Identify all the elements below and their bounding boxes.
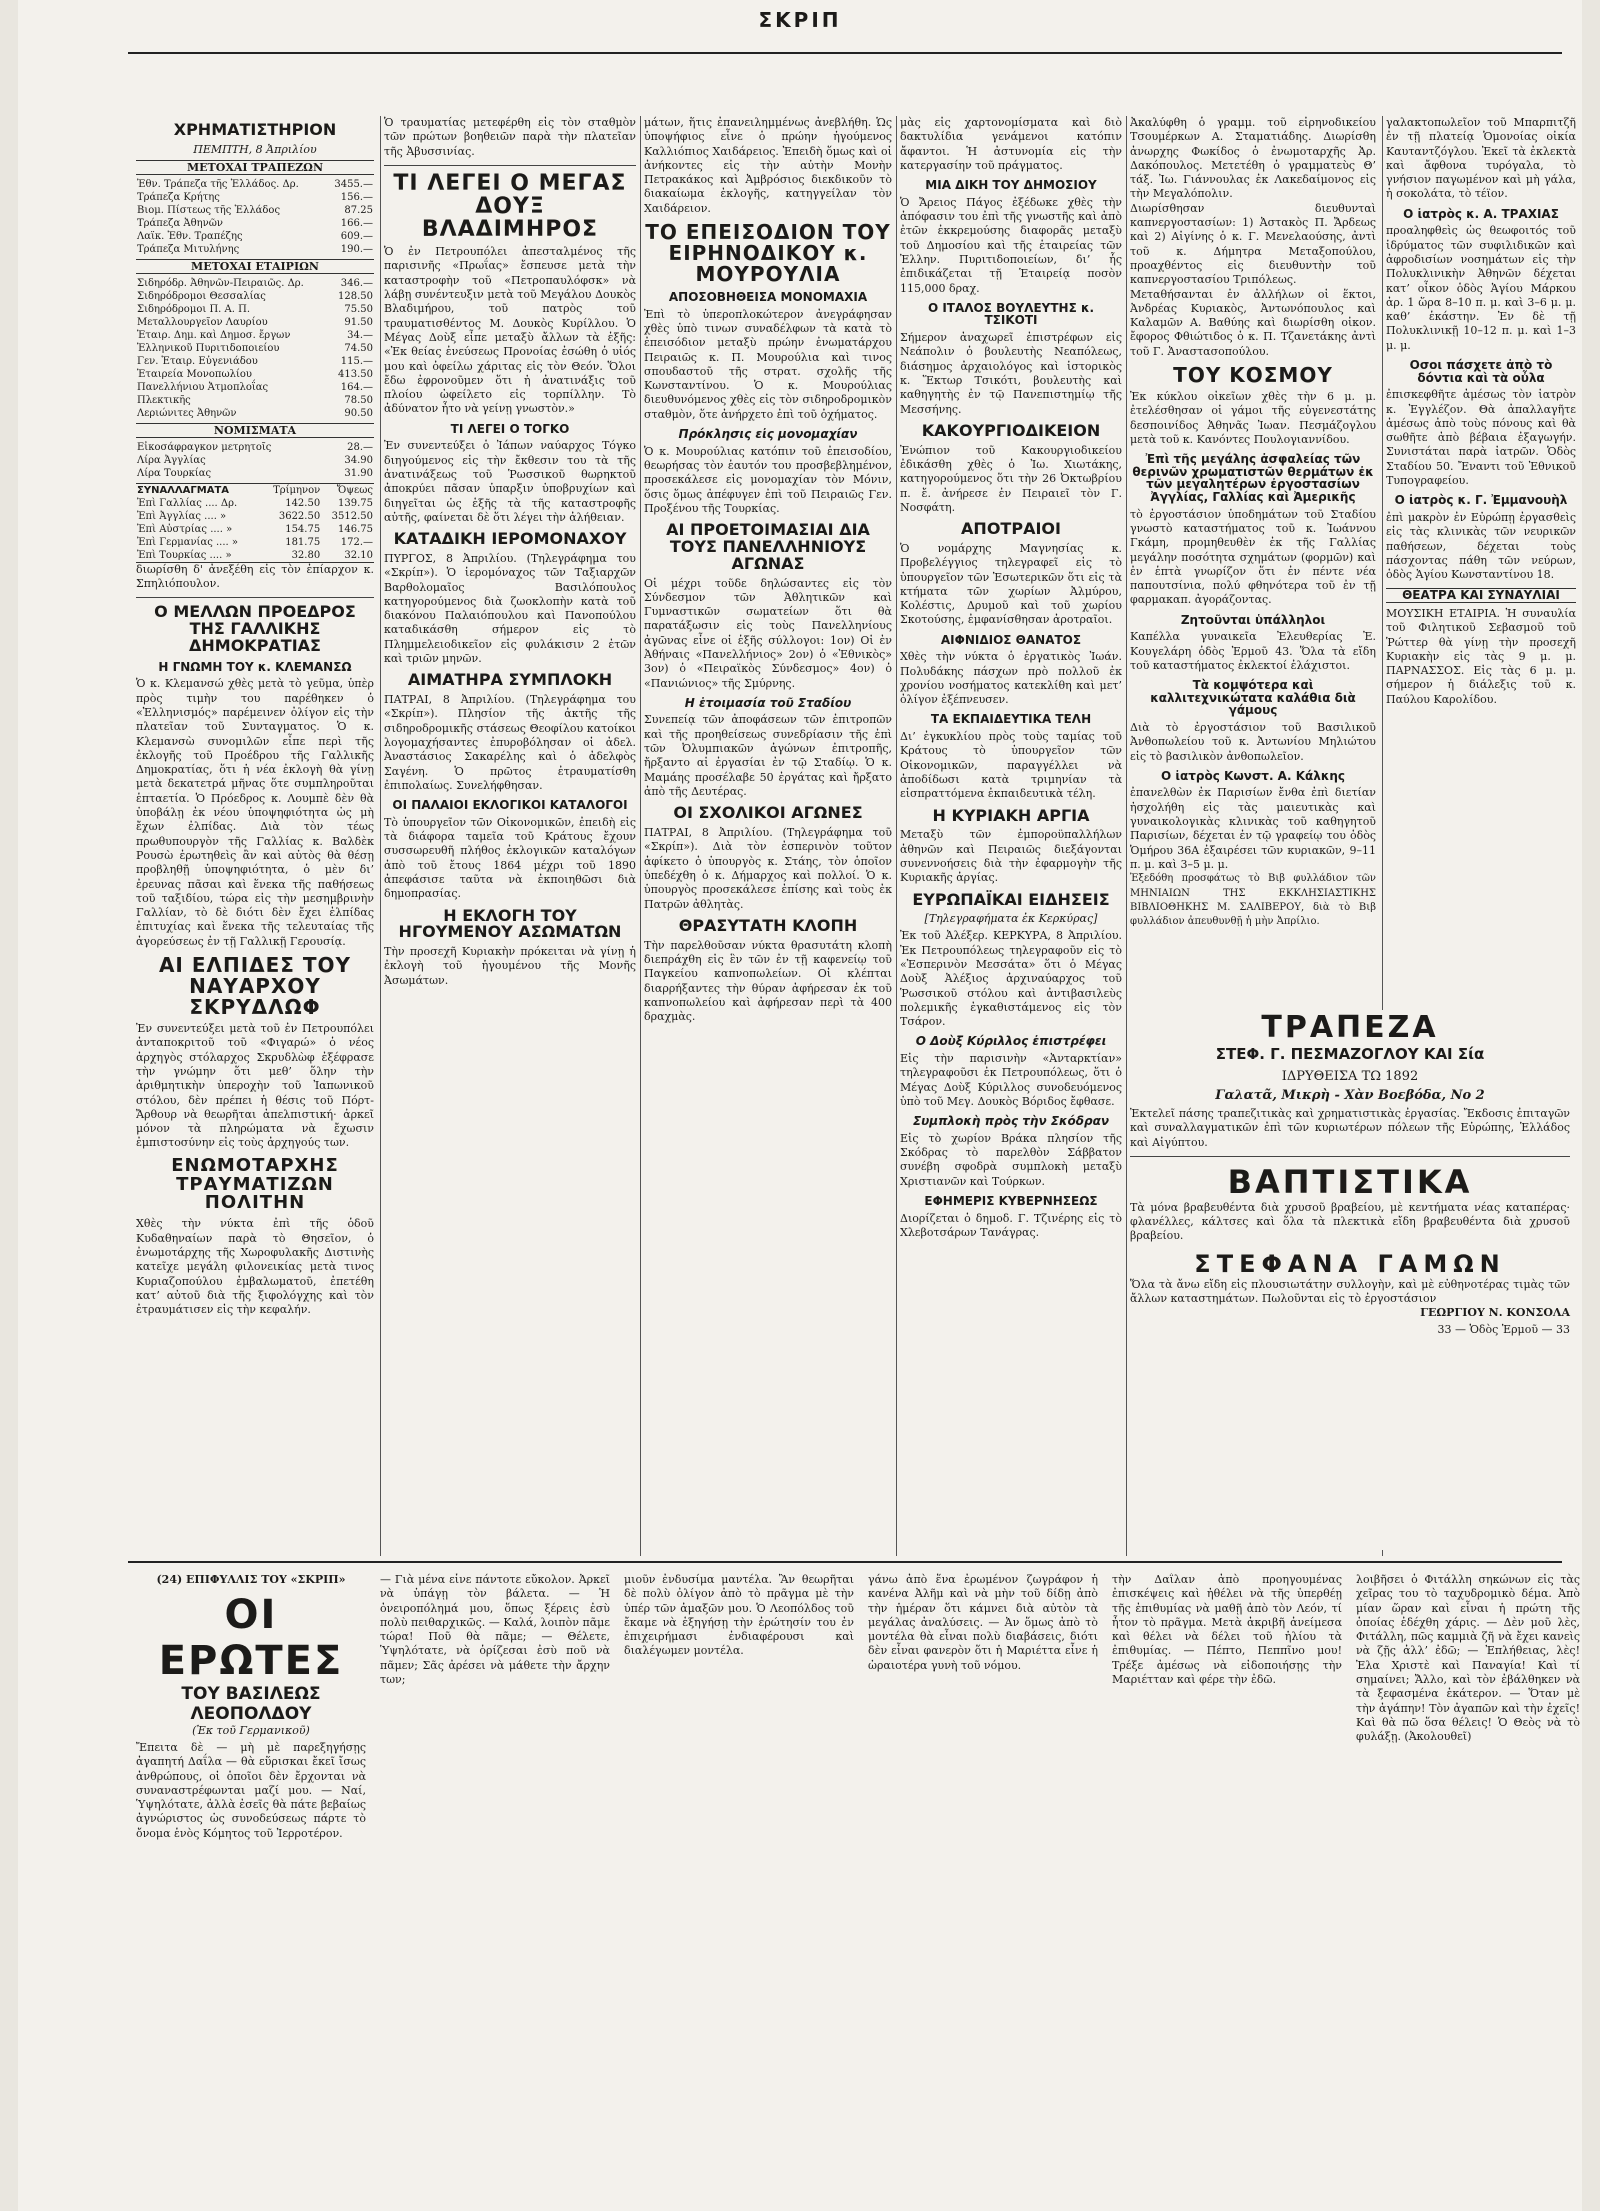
- column-3: [644, 116, 892, 1556]
- table-row: [136, 441, 374, 454]
- table-label-cell: Λίρα Τουρκίας: [137, 467, 212, 479]
- article-body: Μεταξὺ τῶν ἐμποροϋπαλλήλων ἀθηνῶν καὶ Πειραιῶς διεξάγονται συνεννοήσεις διὰ τὴν ἐφαρμογὴν τῆς Κυριακῆς ἀργίας.: [900, 828, 1122, 885]
- column-rule: [896, 116, 897, 1556]
- article-body: μάτων, ἥτις ἐπανειλημμένως ἀνεβλήθη. Ὡς ὑποψήφιος εἶνε ὁ πρώην ἡγούμενος Καλλιόπιος Χαιδάρειος. Ἐπειδὴ ὅμως καὶ οἱ ἀνήκοντες εἰς τὴν αὐτὴν Μονὴν Πετρακάκος καὶ Ἀμβρόσιος διεκδικοῦν τὸ διακαίωμα ἐκλογῆς, κατηγγείλαν τὸν Χαιδάρειον.: [644, 116, 892, 215]
- table-row: [136, 381, 374, 394]
- bank-ad: [1130, 1010, 1570, 1550]
- article-body: ΠΑΤΡΑΙ, 8 Ἀπριλίου. (Τηλεγράφημα του «Σκρίπ»). Πλησίον τῆς ἀκτῆς τῆς σιδηροδρομικῆς στάσεως Θεοφίλου κατοίκοι λογομαχήσαντες ἐπυροβόλησαν οἱ ἀδελ. Ἀναστάσιος Σακαρέλης καὶ ὁ ἀδελφὸς Σαγένη. Ὁ πρῶτος ἐτραυματίσθη ἐπιπολαίως. Συνελήφθησαν.: [384, 693, 636, 792]
- article-body: Ὁ ἐν Πετρουπόλει ἀπεσταλμένος τῆς παρισινῆς «Πρωΐας» ἔσπευσε μετὰ τὴν καταστροφὴν τοῦ «Πετροπαυλόφσκ» νὰ λάβῃ συνέντευξιν μετὰ τοῦ Μεγάλου Δουκὸς Βλαδιμήρου, τοῦ πατρὸς τοῦ τραυματισθέντος Μ. Δουκὸς Κυρίλλου. Ὁ Μέγας Δοὺξ εἶπε μεταξὺ ἄλλων τὰ ἑξῆς: «Ἐκ θείας ἐνεύσεως Προνοίας ἐσώθη ὁ υἱός μου καὶ ὀφείλω χάριτας εἰς τὸν Θεόν. Ὅλοι ἔδω ἐφρονοῦμεν ὅτι ἡ ἀνατινάξις τοῦ πλοίου ὠφείλετο εἰς τορπίλλην. Τὸ ἀδύνατον ἦτο νὰ γείνῃ γνωστὸν.»: [384, 245, 636, 416]
- feuilleton-column: [136, 1573, 366, 2193]
- exchange-col-3m: Τρίμηνον: [273, 484, 321, 496]
- column-rule: [380, 116, 381, 1556]
- article-subheadline: Η ΓΝΩΜΗ ΤΟΥ κ. ΚΛΕΜΑΝΣΩ: [158, 659, 352, 674]
- table-value-cell: 139.75: [338, 497, 373, 509]
- feuilleton-column: [380, 1573, 610, 2193]
- section-headline: ΘΕΑΤΡΑ ΚΑΙ ΣΥΝΑΥΛΙΑΙ: [1386, 588, 1576, 603]
- table-label-cell: Τράπεζα Ἀθηνῶν: [137, 217, 223, 229]
- feuilleton-label: (24) ΕΠΙΦΥΛΛΙΣ ΤΟΥ «ΣΚΡΙΠ»: [156, 1573, 346, 1586]
- table-label-cell: Τράπεζα Μιτυλήνης: [137, 243, 240, 255]
- table-value-cell: 90.50: [344, 407, 373, 419]
- table-label-cell: Ἐπὶ Τουρκίας .... »: [137, 549, 232, 561]
- table-label-cell: Ἑταιρ. Δημ. καὶ Δημοσ. ἔργων: [137, 329, 291, 341]
- table-value-cell: 3512.50: [331, 510, 373, 522]
- table-value-cell: 190.—: [340, 243, 373, 255]
- divider: [1130, 1156, 1570, 1157]
- table-value-cell: 413.50: [338, 368, 373, 380]
- ad-body: ἐπισκεφθῆτε ἀμέσως τὸν ἰατρὸν κ. Ἐγγλέζον. Θὰ ἀπαλλαγῆτε ἀμέσως ἀπὸ τοὺς πόνους καὶ θὰ σωθῆτε ἀπὸ βέβαια ἐξαγωγήν. Συνιστάται παρὰ ἰατρῶν. Ὁδὸς Σταδίου 50. Ἔναντι τοῦ Ἐθνικοῦ Τυπογραφείου.: [1386, 388, 1576, 488]
- table-label-cell: Ἐπὶ Ἀγγλίας .... »: [137, 510, 227, 522]
- feuilleton-subtitle: ΤΟΥ ΒΑΣΙΛΕΩΣ ΛΕΟΠΟΛΔΟΥ: [181, 1684, 321, 1724]
- table-label-cell: Ἐπὶ Γερμανίας .... »: [137, 536, 238, 548]
- companies-table: [136, 277, 374, 420]
- article-body: Χθὲς τὴν νύκτα ἐπὶ τῆς ὁδοῦ Κυδαθηναίων παρὰ τὸ Θησεῖον, ὁ ἐνωμοτάρχης τῆς Χωροφυλακῆς Διστινὴς κατεῖχε μεγάλη φιλονεικίας μετὰ τινος Κυριαζοπούλου ἐμβαλωματοῦ, ἐπετέθη κατ’ αὐτοῦ διὰ τῆς ξιφολόγχης καὶ τὸν ἐτραυμάτισεν εἰς τὴν κεφαλήν.: [136, 1217, 374, 1317]
- table-row: [136, 329, 374, 342]
- table-row: [136, 549, 374, 563]
- feuilleton-text: λοιβῆσει ὁ Φιτάλλη σηκώνων εἰς τὰς χεῖρας του τὸ ταχυδρομικὸ δέμα. Ἀπὸ μίαν ὥραν καὶ εἶναι ἡ πρώτη τῆς ὁποίας ἐδέχθη χάρις. — Δὲν μοῦ λὲς, Φιτάλλη, πῶς καμμιὰ ζῆ νὰ ἔχει κανεὶς νὰ ζῇς ἀλλ’ ἐδῶ; — Ἐπλήθειας, λὲς! Ἐλα Χριστὲ καὶ Παναγία! Καὶ τί σημαίνει; Ἄλλο, καὶ τὸν ἐβάλθηκεν νὰ τὰ ξεφασμένα ἑκάτερον. — Ὅταν μὲ τὴν ἀγάπην! Τὸν ἀγαπῶν καὶ τὴν ἐχεῖς! Καὶ θὰ πῶ ὅσα θέλεις! Ὁ Θεὸς νὰ τὸ φυλάξῃ. (Ἀκολουθεῖ): [1356, 1573, 1580, 1744]
- table-label-cell: Σιδηρόδρ. Ἀθηνῶν-Πειραιῶς. Δρ.: [137, 277, 304, 289]
- article-body: Ἐκ τοῦ Ἀλέξερ. ΚΕΡΚΥΡΑ, 8 Ἀπριλίου. Ἐκ Πετρουπόλεως τηλεγραφοῦν εἰς τὸ «Ἑσπερινὸν Μεσσάτα» ὅτι ὁ Μέγας Δοὺξ Ἀλέξιος ἀρχιναύαρχος τοῦ Ῥωσσικοῦ στόλου καὶ ἀντιβασιλεὺς πολεμικῆς ἐγκαθιστάμενος εἰς τὸν Τσάρον.: [900, 929, 1122, 1029]
- article-headline: Η ΕΚΛΟΓΗ ΤΟΥ ΗΓΟΥΜΕΝΟΥ ΑΣΩΜΑΤΩΝ: [398, 905, 622, 942]
- article-body: Δι’ ἐγκυκλίου πρὸς τοὺς ταμίας τοῦ Κράτους τὸ ὑπουργεῖον τῶν Οἰκονομικῶν, παραγγέλλει νὰ ἀποδίδωσι κατὰ τριμηνίαν τὰ εἰσπραττόμενα ἐκπαιδευτικὰ τέλη.: [900, 730, 1122, 801]
- table-value-cell: 172.—: [340, 536, 373, 548]
- table-label-cell: Ἑταιρεία Μονοπωλίου: [137, 368, 252, 380]
- article-body: Ἐνώπιον τοῦ Κακουργιοδικείου ἐδικάσθη χθὲς ὁ Ἰω. Χιωτάκης, κατηγορούμενος ὅτι τὴν 26 Ὀκτωβρίου π. ἔ. ἀνήρεσε ἐν Πειραιεῖ τὸν Γ. Νοσφάτη.: [900, 443, 1122, 514]
- feuilleton-column: [1112, 1573, 1342, 2193]
- column-1: [136, 116, 374, 1556]
- article-headline: Η ΚΥΡΙΑΚΗ ΑΡΓΙΑ: [932, 805, 1090, 825]
- wedding-ad-title: ΣΤΕΦΑΝΑ ΓΑΜΩΝ: [1194, 1249, 1506, 1278]
- article-headline: Ο ΙΤΑΛΟΣ ΒΟΥΛΕΥΤΗΣ κ. ΤΣΙΚΟΤΙ: [927, 300, 1095, 328]
- table-label-cell: Ἑλληνικοῦ Πυριτιδοποιείου: [137, 342, 280, 354]
- coins-table: [136, 441, 374, 480]
- table-value-cell: 146.75: [338, 523, 373, 535]
- ad-body: προαληφθεὶς ὡς θεωφοιτός τοῦ ἱδρύματος τῶν συφιλιδικῶν καὶ ἀφροδισίων νοσημάτων εἰς τὴν Πολυκλινικὴν Ἀθηνῶν δέχεται κατ’ οἶκον ὁδὸς Ἁγίου Μάρκου ἀρ. 1 ὥρα 8–10 π. μ. καὶ 3–6 μ. μ. καθ’ ἑκάστην. Ἐν δὲ τῇ Πολυκλινικῇ 10–12 π. μ. καὶ 1–3 μ. μ.: [1386, 224, 1576, 352]
- table-label-cell: Ἐπὶ Γαλλίας .... Δρ.: [137, 497, 238, 509]
- table-row: [136, 394, 374, 407]
- article-headline: ΜΙΑ ΔΙΚΗ ΤΟΥ ΔΗΜΟΣΙΟΥ: [925, 178, 1097, 193]
- ad-headline: Ἐπὶ τῆς μεγάλης ἀσφαλείας τῶν θερινῶν χρωματιστῶν θερμάτων ἐκ τῶν μεγαλητέρων ἐργοστασίων Ἀγγλίας, Γαλλίας καὶ Ἀμερικῆς: [1132, 452, 1374, 505]
- table-row: [136, 523, 374, 536]
- ad-headline: Οσοι πάσχετε ἀπὸ τὸ δόντια καὶ τὰ οὖλα: [1409, 358, 1553, 385]
- divider: [136, 597, 374, 598]
- article-headline: ΤΟ ΕΠΕΙΣΟΔΙΟΝ ΤΟΥ ΕΙΡΗΝΟΔΙΚΟΥ κ. ΜΟΥΡΟΥΛΙΑ: [645, 220, 891, 287]
- feuilleton-text: Ἔπειτα δὲ — μὴ μὲ παρεξηγήσῃς ἀγαπητή Δαΐλα — θὰ εὕρισκαι ἔκεῖ ἴσως ἀνθρώπους, οἱ ὁποῖοι δὲν ἔρχονται νὰ συναναστρέφωνται μαζί μου. — Ναί, Ὑψηλότατε, ἀλλὰ ἐσεῖς θὰ πάτε βεβαίως ἀγνώριστος ὡς συνοδεύσεως πάρτε τὸ ὄνομα ἑνὸς Κόμητος τοῦ Ἱερροτέρον.: [136, 1741, 366, 1840]
- table-value-cell: 74.50: [344, 342, 373, 354]
- table-row: [136, 178, 374, 191]
- baptism-ad-title: ΒΑΠΤΙΣΤΙΚΑ: [1227, 1162, 1473, 1201]
- table-row: [136, 342, 374, 355]
- table-value-cell: 164.—: [340, 381, 373, 393]
- article-body: Τὴν προσεχῆ Κυριακὴν πρόκειται νὰ γίνῃ ἡ ἐκλογὴ τοῦ ἡγουμένου τῆς Μονῆς Ἀσωμάτων.: [384, 945, 636, 987]
- article-headline: Ο ΜΕΛΛΩΝ ΠΡΟΕΔΡΟΣ ΤΗΣ ΓΑΛΛΙΚΗΣ ΔΗΜΟΚΡΑΤΙΑΣ: [154, 602, 356, 655]
- feuilleton-column: [624, 1573, 854, 2193]
- article-body: Ἐν συνεντεύξει μετὰ τοῦ ἐν Πετρουπόλει ἀνταποκριτοῦ τοῦ «Φιγαρώ» ὁ νέος ἀρχηγὸς στόλαρχος Σκρυδλὼφ ἐξέφρασε τὴν γνώμην ὅτι μεθ’ ὅλην τὴν ἀριθμητικὴν ὑπεροχὴν τοῦ Ἰαπωνικοῦ στόλου, δὲν πρέπει ἡ θέσις τοῦ Πόρτ-Ἄρθουρ νὰ θεωρῆται ἀπελπιστική· ἀρκεῖ μόνον τὰ πληρώματα νὰ ἔχωσιν ἐμπιστοσύνην εἰς τοὺς ἀρχηγούς των.: [136, 1022, 374, 1150]
- market-note: διωρίσθη δ' ἀνεξέθη εἰς τὸν ἐπίαρχον κ. Σπηλιόπουλον.: [136, 562, 374, 591]
- article-body: Τὴν παρελθοῦσαν νύκτα θρασυτάτη κλοπὴ διεπράχθη εἰς ἓν τῶν ἐν τῇ καφενείῳ τοῦ Παγκείου καπνοπωλείων. Οἱ κλέπται διαρρήξαντες τὴν θύραν ἀφήρεσαν ἐκ τοῦ καπνοπωλείου καὶ ἀφήρεσαν περὶ τὰ 400 δραχμὰς.: [644, 938, 892, 1024]
- ad-headline: Τὰ κομψότερα καὶ καλλιτεχνικώτατα καλάθια διὰ γάμους: [1150, 678, 1356, 718]
- table-value-cell: 156.—: [340, 191, 373, 203]
- ad-body: ἐπὶ μακρὸν ἐν Εὐρώπῃ ἐργασθεὶς εἰς τὰς κλινικὰς τῶν νευρικῶν παθήσεων, δέχεται τοὺς πάσχοντας πάθη τῶν νεύρων, ὁδὸς Ἁγίου Κωνσταντίνου 18.: [1386, 510, 1576, 582]
- ad-body: Διὰ τὸ ἐργοστάσιον τοῦ Βασιλικοῦ Ἀνθοπωλείου τοῦ κ. Ἀντωνίου Μηλιώτου εἰς τὸ βασιλικὸν ἀνθοπωλεῖον.: [1130, 720, 1376, 763]
- column-4: [900, 116, 1122, 1556]
- table-label-cell: Πανελλήνιου Ἀτμοπλοΐας: [137, 381, 269, 393]
- article-body: Ὁ κ. Μουρούλιας κατόπιν τοῦ ἐπεισοδίου, θεωρήσας τὸν ἑαυτόν του προσβεβλημένον, προσεκάλεσε εἰς μονομαχίαν τὸν Μόνιν, ὅσις ὅμως ἀπέφυγεν ἐπὶ τοῦ Πειραιῶς Γεν. Προξένου τῆς Τουρκίας.: [644, 444, 892, 515]
- exchange-table: [136, 483, 374, 563]
- feuilleton-rule: [128, 1561, 1562, 1563]
- table-value-cell: 142.50: [285, 497, 321, 509]
- ad-headline: Ζητοῦνται ὑπάλληλοι: [1180, 612, 1326, 627]
- table-label-cell: Λαϊκ. Ἐθν. Τραπέζης: [137, 230, 243, 242]
- table-label-cell: Τράπεζα Κρήτης: [137, 191, 220, 203]
- article-headline: ΚΑΤΑΔΙΚΗ ΙΕΡΟΜΟΝΑΧΟΥ: [393, 529, 627, 549]
- table-value-cell: 128.50: [338, 290, 373, 302]
- table-value-cell: 609.—: [340, 230, 373, 242]
- ad-body: Καπέλλα γυναικεῖα Ἐλευθερίας Ἐ. Κουγελάρη ὁδὸς Ἑρμοῦ 43. Ὅλα τὰ εἴδη τοῦ καταστήματος ἐκλεκτοί ἐλάχιστοι.: [1130, 630, 1376, 672]
- table-label-cell: Βιομ. Πίστεως τῆς Ἑλλάδος: [137, 204, 281, 216]
- table-value-cell: 154.75: [285, 523, 321, 535]
- column-2: [384, 116, 636, 1556]
- table-row: [136, 407, 374, 420]
- article-body: Χθὲς τὴν νύκτα ὁ ἐργατικὸς Ἰωάν. Πολυδάκης πάσχων πρὸ πολλοῦ ἐκ χρονίου νοσήματος κατεκλίθη καὶ μετ’ ὀλίγον ἐξέπνευσεν.: [900, 650, 1122, 707]
- ad-body: Ἐξεδόθη προσφάτως τὸ Βιβ φυλλάδιον τῶν ΜΗΝΙΑΙΩΝ ΤΗΣ ΕΚΚΛΗΣΙΑΣΤΙΚΗΣ ΒΙΒΛΙΟΘΗΚΗΣ Μ. ΣΑΛΙΒΕΡΟΥ, διὰ τὸ Βιβ φυλλάδιον ἀπευθυνθῇ ἡ μὴν Ἀπρίλιο.: [1130, 873, 1376, 928]
- table-value-cell: 34.—: [347, 329, 373, 341]
- table-row: [136, 454, 374, 467]
- article-headline: ΕΦΗΜΕΡΙΣ ΚΥΒΕΡΝΗΣΕΩΣ: [924, 1193, 1098, 1208]
- article-headline: ΑΙΜΑΤΗΡΑ ΣΥΜΠΛΟΚΗ: [407, 670, 613, 690]
- table-row: [136, 290, 374, 303]
- table-row: [136, 510, 374, 523]
- bank-ad-body: Ἐκτελεῖ πάσης τραπεζιτικὰς καὶ χρηματιστικὰς ἐργασίας. Ἔκδοσις ἐπιταγῶν καὶ συναλλαγματικῶν ἐπὶ τῶν κυριωτέρων πόλεων τῆς Εὐρώπης, Ἑλλάδος καὶ Αἰγύπτου.: [1130, 1107, 1570, 1149]
- article-subheadline: ΑΠΟΣΟΒΗΘΕΙΣΑ ΜΟΝΟΜΑΧΙΑ: [668, 290, 868, 305]
- feuilleton-column: [1356, 1573, 1580, 2193]
- ad-body: τὸ ἐργοστάσιον ὑποδημάτων τοῦ Σταδίου γνωστὸ καταστήματος τοῦ κ. Ἰωάννου Γκάμη, προμηθευθὲν ἐκ τῆς Γαλλίας μεγάλην ποσότητα σχημάτων (φορμῶν) καὶ ἐν ἑπτὰ γνωρίζον ὅτι ἐν πέντε νέα παπουτσίνια, πολύ φθηνότερα τοῦ ἐν τῇ φαρμακαπ. ἀγοράζοντας.: [1130, 507, 1376, 607]
- table-value-cell: 166.—: [340, 217, 373, 229]
- article-body: Ἐκ κύκλου οἰκεῖων χθὲς τὴν 6 μ. μ. ἐτελέσθησαν οἱ γάμοι τῆς εὐγενεστάτης δεσποινίδος Ἀθηνᾶς Ἰωαν. Πεσμάζογλου μετὰ τοῦ κ. Κανόντες Πουλογιαννίδου.: [1130, 390, 1376, 446]
- market-date: ΠΕΜΠΤΗ, 8 Ἀπριλίου: [193, 142, 317, 156]
- bank-ad-subtitle: ΣΤΕΦ. Γ. ΠΕΣΜΑΖΟΓΛΟΥ ΚΑΙ Σία: [1215, 1045, 1485, 1063]
- bank-ad-founded: ΙΔΡΥΘΕΙΣΑ ΤΩ 1892: [1281, 1069, 1419, 1084]
- table-row: [136, 243, 374, 256]
- article-body: Εἰς τὸ χωρίον Βράκα πλησίον τῆς Σκόδρας τὸ παρελθὸν Σάββατον συνέβη σφοδρὰ συμπλοκὴ μεταξὺ Χριστιανῶν καὶ Τούρκων.: [900, 1131, 1122, 1188]
- wedding-ad-address: 33 — Ὁδὸς Ἑρμοῦ — 33: [1437, 1323, 1570, 1337]
- bank-ad-title: ΤΡΑΠΕΖΑ: [1261, 1010, 1439, 1045]
- article-body: Μεταθήσανται ἐν ἀλλήλων οἱ ἕκτοι, Ἀνδρέας Κυριακὸς, Ἀντωνόπουλος καὶ Καλαμῶν Α. Βαθύης καὶ διωρίσθη οἰκον. ἔφορος Φθιώτιδος ὁ κ. Π. Τζανετάκης ἀντὶ τοῦ Γ. Ἀναστασοπούλου.: [1130, 287, 1376, 358]
- table-row: [136, 497, 374, 510]
- table-label-cell: Λίρα Ἀγγλίας: [137, 454, 206, 466]
- feuilleton-text: μιοῦν ἐνδυσίμα μαντέλα. Ἂν θεωρῆται δὲ πολὺ ὀλίγον ἀπὸ τὸ πρᾶγμα μὲ τὴν ὑπέρ τῶν ἀμαξῶν μου. Ὁ Λεοπόλδος τοῦ ἔκαμε νὰ ἑξηγήσῃ τὴν ἐρώτησίν του ἐν ἐπιχειρήμασι ἐνδιαφέρουσι καὶ διαλέγωμεν μοντέλα.: [624, 1573, 854, 1658]
- article-subheadline: Ο Δοὺξ Κύριλλος ἐπιστρέφει: [915, 1034, 1107, 1049]
- table-value-cell: 181.75: [285, 536, 321, 548]
- banks-table: [136, 178, 374, 256]
- feuilleton-text: — Γιὰ μένα εἶνε πάντοτε εὔκολον. Ἀρκεῖ νὰ ὑπάγῃ τὸν βάλετα. — Ἡ ὀνειροπόλημά μου, ὅπως ξέρεις ἐσὺ πολὺ πειθαρχικῶς. — Καλά, λοιπὸν πᾶμε τώρα! Ποῦ θὰ πᾶμε; — Θέλετε, Ὑψηλότατε, νὰ ὁρίζεσαι ἐσὺ ποῦ νὰ πᾶμεν; Σᾶς ἀρέσει νὰ μάθετε τὴν ἄρχην των;: [380, 1573, 610, 1687]
- article-body: Τὸ ὑπουργεῖον τῶν Οἰκονομικῶν, ἐπειδὴ εἰς τὰ διάφορα ταμεῖα τοῦ Κράτους ἔχουν συσσωρευθῆ πλήθος ἐκλογικῶν καταλόγων ἀπὸ τοῦ ἔτους 1864 μέχρι τοῦ 1890 ἀπεφάσισε ταῦτα νὰ ἐκποιηθῶσι διὰ δημοπρασίας.: [384, 815, 636, 901]
- article-headline: ΤΙ ΛΕΓΕΙ Ο ΤΟΓΚΟ: [450, 421, 570, 436]
- article-body: Σήμερον ἀναχωρεῖ ἐπιστρέφων εἰς Νεάπολιν ὁ βουλευτὴς Νεαπόλεως, διάσημος ἀρχαιολόγος καὶ ἱστορικὸς κ. Ἕκτωρ Τσικότι, βουλευτὴς καὶ καθηγητὴς ἐν τῷ Πανεπιστημίῳ τῆς Μεσσήνης.: [900, 331, 1122, 416]
- article-body: μὰς εἰς χαρτονομίσματα καὶ διὸ δακτυλίδια γενάμενοι κατόπιν ἄφαντοι. Ἡ ἀστυνομία εἰς τὴν κατεργασίην τοῦ πράγματος.: [900, 116, 1122, 172]
- article-headline: ΑΙΦΝΙΔΙΟΣ ΘΑΝΑΤΟΣ: [940, 632, 1082, 647]
- table-value-cell: 78.50: [344, 394, 373, 406]
- article-subheadline: [Τηλεγραφήματα ἐκ Κερκύρας]: [924, 912, 1098, 926]
- article-headline: ΕΝΩΜΟΤΑΡΧΗΣ ΤΡΑΥΜΑΤΙΖΩΝ ΠΟΛΙΤΗΝ: [171, 1154, 339, 1214]
- article-headline: ΑΙ ΠΡΟΕΤΟΙΜΑΣΙΑΙ ΔΙΑ ΤΟΥΣ ΠΑΝΕΛΛΗΝΙΟΥΣ ΑΓΩΝΑΣ: [666, 520, 870, 573]
- article-body: ΠΥΡΓΟΣ, 8 Ἀπριλίου. (Τηλεγράφημα του «Σκρίπ»). Ὁ ἱερομόναχος τῶν Ταξιαρχῶν Βαρθολομαῖος Βασιλόπουλος κατηγορούμενος διὰ ζωοκλοπὴν κατὰ τοῦ διακόνου Παλαιόπουλου καὶ Πανοπούλου καταδικάσθη σήμερον εἰς τὸ Πλημμελειοδικεῖον εἰς φυλάκισιν 2 ἐτῶν καὶ τριῶν μηνῶν.: [384, 551, 636, 665]
- article-body: Εἰς τὴν παρισινὴν «Ἀνταρκτίαν» τηλεγραφοῦσι ἐκ Πετρουπόλεως, ὅτι ὁ Μέγας Δοὺξ Κύριλλος συνοδευόμενος ὑπὸ τοῦ Μεγ. Δουκὸς Βόριδος ἔφθασε.: [900, 1052, 1122, 1108]
- article-body: Διορίζεται ὁ δημοδ. Γ. Τζινέρης εἰς τὸ Χλεβοτσάρων Τανάγρας.: [900, 1211, 1122, 1239]
- table-row: [136, 355, 374, 368]
- table-value-cell: 3455.—: [334, 178, 373, 190]
- article-headline: ΕΥΡΩΠΑΪΚΑΙ ΕΙΔΗΣΕΙΣ: [912, 889, 1110, 909]
- feuilleton-source: (Ἐκ τοῦ Γερμανικοῦ): [192, 1724, 310, 1737]
- article-body: ΠΑΤΡΑΙ, 8 Ἀπριλίου. (Τηλεγράφημα τοῦ «Σκρίπ»). Διὰ τὸν ἐσπερινὸν τοῦτον ἀφίκετο ὁ ὑπουργὸς κ. Στάης, τὸν ὁποῖον ὑπεδέχθη ὁ κ. Δήμαρχος καὶ πολλοί. Ὁ κ. ὑπουργὸς προσεκάλεσε ἐπίσης καὶ τοὺς ἐκ Πατρῶν ἀθλητὰς.: [644, 826, 892, 911]
- article-headline: ΟΙ ΠΑΛΑΙΟΙ ΕΚΛΟΓΙΚΟΙ ΚΑΤΑΛΟΓΟΙ: [392, 798, 628, 813]
- masthead-rule: [128, 52, 1562, 54]
- ad-headline: Ο ἰατρὸς κ. Γ. Ἐμμανουὴλ: [1394, 493, 1568, 508]
- table-label-cell: Ἐθν. Τράπεζα τῆς Ἑλλάδος. Δρ.: [137, 178, 299, 190]
- feuilleton-text: γάνω ἀπὸ ἕνα ἐρωμένον ζωγράφον ἡ κανένα Ἀλῆμ καὶ νὰ μὴν τοῦ δίδῃ ἀπὸ τὴν ἡμέραν ὅτι κάμνει διὰ αὐτὸν τὰ μεγάλας ἀναλύσεις. — Ἀν ὅμως ἀπὸ τὸ μοντέλα θὰ εἶναι πολὺ διαβάσεις, διότι δὲν εἶναι φανερὸν ὅτι ἡ Μαριέττα εἶνε ἡ ὡραιοτέρα γυνὴ τοῦ νόμου.: [868, 1573, 1098, 1672]
- article-headline: ΤΙ ΛΕΓΕΙ Ο ΜΕΓΑΣ ΔΟΥΞ ΒΛΑΔΙΜΗΡΟΣ: [393, 170, 627, 243]
- article-headline: ΟΙ ΣΧΟΛΙΚΟΙ ΑΓΩΝΕΣ: [673, 803, 863, 823]
- table-row: [136, 191, 374, 204]
- article-body: Συνεπείᾳ τῶν ἀποφάσεων τῶν ἐπιτροπῶν καὶ τῆς προηθείσεως συνεδρίασιν τῆς ἐπὶ τῶν Ὀλυμπιακῶν ἀγώνων ἐπιτροπῆς, ἤρξαντο αἱ ἐργασίαι ἐν τῷ Σταδίῳ. Ὁ κ. Μαμάης προσέλαβε 50 ἐργάτας καὶ ἤρξατο ἀπὸ τῆς Δευτέρας.: [644, 713, 892, 798]
- article-body: Ὁ Ἄρειος Πάγος ἐξέδωκε χθὲς τὴν ἀπόφασιν του ἐπὶ τῆς γνωστῆς καὶ ἀπὸ ἐτῶν ἐκκρεμούσης διαφορᾶς μεταξὺ τοῦ Δημοσίου καὶ τῆς ἑταιρείας τῶν Ἐλλην. Πυριτιδοποιείων, δι’ ἧς ἐπιδικάζεται τῇ Ἑταιρείᾳ ποσὸν 115,000 δραχ.: [900, 195, 1122, 295]
- table-value-cell: 346.—: [340, 277, 373, 289]
- table-value-cell: 32.80: [291, 549, 321, 561]
- exchange-col-sight: Ὄψεως: [336, 484, 373, 496]
- column-rule: [640, 116, 641, 1556]
- article-subheadline: Πρόκλησις εἰς μονομαχίαν: [678, 427, 858, 442]
- table-value-cell: 28.—: [347, 441, 373, 453]
- table-row: [136, 303, 374, 316]
- table-value-cell: 31.90: [344, 467, 373, 479]
- article-headline: ΑΠΟΤΡΑΙΟΙ: [961, 519, 1061, 539]
- banks-title: ΜΕΤΟΧΑΙ ΤΡΑΠΕΖΩΝ: [136, 160, 374, 175]
- article-headline: ΤΟΥ ΚΟΣΜΟΥ: [1173, 363, 1333, 388]
- article-headline: ΑΙ ΕΛΠΙΔΕΣ ΤΟΥ ΝΑΥΑΡΧΟΥ ΣΚΡΥΔΛΩΦ: [158, 953, 352, 1020]
- article-body: Ὁ τραυματίας μετεφέρθη εἰς τὸν σταθμὸν τῶν πρώτων βοηθειῶν παρὰ τὴν πλατεῖαν τῆς Ἀβυσσινίας.: [384, 116, 636, 158]
- baptism-ad-body: Τὰ μόνα βραβευθέντα διὰ χρυσοῦ βραβείου, μὲ κεντήματα νέας καταπέρας· φλανέλλες, κάλτσες καὶ ὅλα τὰ πλεκτικὰ εἴδη βραβευθέντα διὰ χρυσοῦ βραβείου.: [1130, 1200, 1570, 1243]
- article-body: Οἱ μέχρι τοῦδε δηλώσαντες εἰς τὸν Σύνδεσμον τῶν Ἀθλητικῶν καὶ Γυμναστικῶν σωματείων ὅτι θὰ παρατάξωσιν εἰς τοὺς Πανελληνίους ἀγῶνας εἶνε οἱ ἑξῆς σύλλογοι: 1ον) Οἱ ἐν Ἀθήναις «Πανελλήνιος» 2ον) ὁ «Ἐθνικὸς» 3ον) ὁ «Πειραϊκὸς Σύνδεσμος» 4ον) ὁ «Πανιώνιος» τῆς Σμύρνης.: [644, 576, 892, 690]
- ad-body: γαλακτοπωλεῖον τοῦ Μπαρπιτζῆ ἐν τῇ πλατείᾳ Ὁμονοίας οἰκία Καυταντζόγλου. Ἐκεῖ τὰ ἐκλεκτὰ καὶ ἄφθονα τυρόγαλα, τὸ γνήσιον παγωμένον καὶ μὴ γάλα, ἡ σοκολάτα, τὸ τέϊον.: [1386, 116, 1576, 201]
- bank-ad-address: Γαλατᾶ, Μικρὴ - Χὰν Βοεβόδα, Νο 2: [1215, 1088, 1485, 1103]
- table-label-cell: Σιδηρόδρομοι Θεσσαλίας: [137, 290, 266, 302]
- table-label-cell: Μεταλλουργεῖον Λαυρίου: [137, 316, 268, 328]
- ad-body: ἐπανελθὼν ἐκ Παρισίων ἔνθα ἐπὶ διετίαν ἠσχολήθη εἰς τὰς μαιευτικὰς καὶ γυναικολογικὰς κλινικὰς τοῦ καθηγητοῦ Παρισίων, δέχεται ἐν τῷ γραφείῳ του ὁδὸς Ὁμήρου 36Α ἐξαιρέσει τῶν κυριακῶν, 9–11 π. μ. καὶ 3–5 μ. μ.: [1130, 786, 1376, 871]
- table-value-cell: 75.50: [344, 303, 373, 315]
- table-label-cell: Πλεκτικῆς: [137, 394, 191, 406]
- article-body: Ὁ νομάρχης Μαγνησίας κ. Προβελέγγιος τηλεγραφεῖ εἰς τὸ ὑπουργεῖον τῶν Ἐσωτερικῶν ὅτι εἰς τὰ κτήματα τῶν χωρίων Ἀλμύρου, Κολέστις, Δρυμοῦ καὶ τοῦ χωρίου Σκοτούσης, ἐμφανίσθησαν ἀροτραῖοι.: [900, 541, 1122, 627]
- exchange-title: ΣΥΝΑΛΛΑΓΜΑΤΑ: [137, 484, 230, 496]
- masthead-title: ΣΚΡΙΠ: [758, 8, 842, 32]
- feuilleton-column: [868, 1573, 1098, 2193]
- article-body: ΜΟΥΣΙΚΗ ΕΤΑΙΡΙΑ. Ἡ συναυλία τοῦ Φιλητικοῦ Σεβασμοῦ τοῦ Ῥώττερ θὰ γίνῃ τὴν προσεχῆ Κυριακὴν εἰς τὰς 9 μ. μ. ΠΑΡΝΑΣΣΟΣ. Εἰς τὰς 6 μ. μ. σήμερον ἡ διάλεξις τοῦ κ. Παύλου Καρολίδου.: [1386, 606, 1576, 706]
- table-value-cell: 115.—: [340, 355, 373, 367]
- table-value-cell: 91.50: [344, 316, 373, 328]
- wedding-ad-body: Ὅλα τὰ ἄνω εἴδη εἰς πλουσιωτάτην συλλογὴν, καὶ μὲ εὐθηνοτέρας τιμὰς τῶν ἄλλων καταστημάτων. Πωλοῦνται εἰς τὸ ἐργοστάσιον: [1130, 1277, 1570, 1306]
- article-subheadline: Συμπλοκὴ πρὸς τὴν Σκόδραν: [912, 1114, 1110, 1129]
- table-row: [136, 467, 374, 480]
- table-row: [136, 316, 374, 329]
- market-title: ΧΡΗΜΑΤΙΣΤΗΡΙΟΝ: [173, 120, 337, 139]
- table-row: [136, 217, 374, 230]
- table-value-cell: 3622.50: [278, 510, 321, 522]
- table-row: [136, 277, 374, 290]
- ad-headline: Ο ἰατρὸς κ. Α. ΤΡΑΧΙΑΣ: [1403, 206, 1559, 221]
- table-value-cell: 87.25: [344, 204, 373, 216]
- feuilleton: [136, 1573, 1580, 2193]
- table-label-cell: Λεριώνιτες Ἀθηνῶν: [137, 407, 237, 419]
- column-rule: [1126, 116, 1127, 1556]
- article-subheadline: Η ἑτοιμασία τοῦ Σταδίου: [684, 695, 852, 710]
- newspaper-page: [18, 0, 1582, 2211]
- table-value-cell: 34.90: [344, 454, 373, 466]
- divider: [384, 165, 636, 166]
- article-headline: ΘΡΑΣΥΤΑΤΗ ΚΛΟΠΗ: [678, 915, 858, 935]
- table-label-cell: Γεν. Ἑταιρ. Εὐγενιάδου: [137, 355, 258, 367]
- coins-title: ΝΟΜΙΣΜΑΤΑ: [136, 423, 374, 438]
- article-body: Ἐπὶ τὸ ὑπεροπλοκώτερον ἀνεγράφησαν χθὲς ὑπὸ τινων συναδέλφων τὰ κατὰ τὸ ἐπεισόδιον μεταξὺ πρώην ἐνωματάρχου Πειραιῶς κ. Π. Μουρούλια καὶ τινος σπουδαστοῦ τῆς στρατ. σχολῆς τῆς Κωνσταντίνου. Ὁ κ. Μουρούλιας διευθυνόμενος χθὲς εἰς τὸν σιδηροδρομικὸν σταθμὸν, ὅτε ἀνήρχετο ἐπὶ τοῦ ὀχήματος.: [644, 307, 892, 421]
- table-row: [136, 368, 374, 381]
- table-row: [136, 536, 374, 549]
- table-label-cell: Εἰκοσάφραγκον μετρητοῖς: [137, 441, 272, 453]
- wedding-ad-signature: ΓΕΩΡΓΙΟΥ Ν. ΚΟΝΣΟΛΑ: [1420, 1306, 1570, 1320]
- table-row: [136, 230, 374, 243]
- table-label-cell: Σιδηρόδρομοι Π. Α. Π.: [137, 303, 250, 315]
- feuilleton-text: τὴν Δαΐλαν ἀπὸ προηγουμένας ἐπισκέψεις καὶ ἠθέλει νὰ τῆς ὑπερθέῃ τῆς ἐπιθυμίας νὰ μαθῇ ἀπὸ τὸν Λεόν, τί ἦτον τὸ πρᾶγμα. Μετὰ ἀκριβῆ ἀνείμεσα καὶ θέλει νὰ δέλει τοῦ ἡλίου τὰ ἐπιθυμίας. — Πέπτο, Πεππῖνο μου! Τρέξε ἀμέσως νὰ εἰδοποιήσῃς τὴν Μαριέτταν καὶ φέρε τὴν ἐδῶ.: [1112, 1573, 1342, 1687]
- table-value-cell: 32.10: [344, 549, 373, 561]
- ad-headline: Ο ἰατρὸς Κωνστ. Α. Κάλκης: [1160, 768, 1346, 783]
- table-row: [136, 204, 374, 217]
- article-headline: ΚΑΚΟΥΡΓΙΟΔΙΚΕΙΟΝ: [921, 420, 1101, 440]
- article-body: Ἐν συνεντεύξει ὁ Ἰάπων ναύαρχος Τόγκο διηγούμενος εἰς τὴν ἔκθεσιν του τὰ τῆς ἀνατινάξεως τοῦ Ῥωσσικοῦ θωρηκτοῦ ἀποκρύει πᾶσαν ὑπαρξιν ὑποβρυχίων καὶ διηγεῖται ὡς ἑξῆς τὰ τῆς καταστροφῆς αὐτῆς, φαίνεται δὲ ὅτι λέγει τὴν ἀλήθειαν.: [384, 439, 636, 524]
- feuilleton-title: ΟΙ ΕΡΩΤΕΣ: [158, 1592, 344, 1684]
- article-body: Ἀκαλύφθη ὁ γραμμ. τοῦ εἰρηνοδικείου Τσουμέρκων Α. Σταματιάδης. Διωρίσθη ἀνωρχης Φωκίδος ὁ ἐνωμοταρχῆς Ἀρ. Δακόπουλος. Μετετέθη ὁ γραμματεὺς Θ’ τάξ. Ἰω. Γιάννουλας ἐκ Λακεδαίμονος εἰς τὴν Μεγαλόπολιν.: [1130, 116, 1376, 201]
- table-label-cell: Ἐπὶ Αὐστρίας .... »: [137, 523, 233, 535]
- article-body: Διωρίσθησαν διευθυνταὶ καπνεργοστασίων: 1) Ἀστακὸς Π. Ἄρδεως καὶ 2) Αἰγίνης ὁ κ. Γ. Μενελαούσης, ἀντὶ τοῦ κ. Δήμητρα Μεταξοπούλου, προαχθέντος εἰς διευθυντὴν τοῦ καπνεργοστασίου Τριπόλεως.: [1130, 201, 1376, 287]
- companies-title: ΜΕΤΟΧΑΙ ΕΤΑΙΡΙΩΝ: [136, 259, 374, 274]
- article-headline: ΤΑ ΕΚΠΑΙΔΕΥΤΙΚΑ ΤΕΛΗ: [930, 712, 1092, 727]
- article-body: Ὁ κ. Κλεμανσώ χθὲς μετὰ τὸ γεῦμα, ὑπὲρ πρὸς τιμὴν του παρέθηκεν ὁ «Ἑλληνισμός» παρέμεινεν ὀλίγον εἰς τὴν πλατεῖαν τοῦ Συνταγματος. Ὁ κ. Κλεμανσὼ συνομιλῶν εἶπε περὶ τῆς ἐκλογῆς τοῦ Προέδρου τῆς Γαλλικῆς Δημοκρατίας, ὅτι ἡ νέα ἐκλογὴ θὰ γίνῃ μετὰ δεκατετρά μῆνας ὅτε συμπληροῦται ἑπταετία. Ὁ Πρόεδρος κ. Λουμπὲ δὲν θὰ ὑποβάλῃ ἐκ νέου ὑποψηφιότητα ὡς μὴ ἔχων ἐλπίδας. Διὰ τὸν τέως πρωθυπουργὸν τῆς Γαλλίας κ. Βαλδὲκ Ρουσὼ ἐρωτηθεὶς ἂν καὶ αὐτὸς θὰ θέσῃ προβληθῇ ὑποψηφιότητα, ὁ μὲν δι’ ἐρευνας πᾶσαι καὶ ἕνεκα τῆς παθήσεως τοῦ ταξιδίου, τώρα εἰς τὴν μεσημβρινὴν Γαλλίαν, τὸ δὲ διότι δὲν ἔχει ἐλπίδας ἐπιτυχίας καὶ ἕνεκα τῆς τελευταίας τῆς ἀγορεύσεως ἐν τῇ Γαλλικῇ Γερουσίᾳ.: [136, 677, 374, 948]
